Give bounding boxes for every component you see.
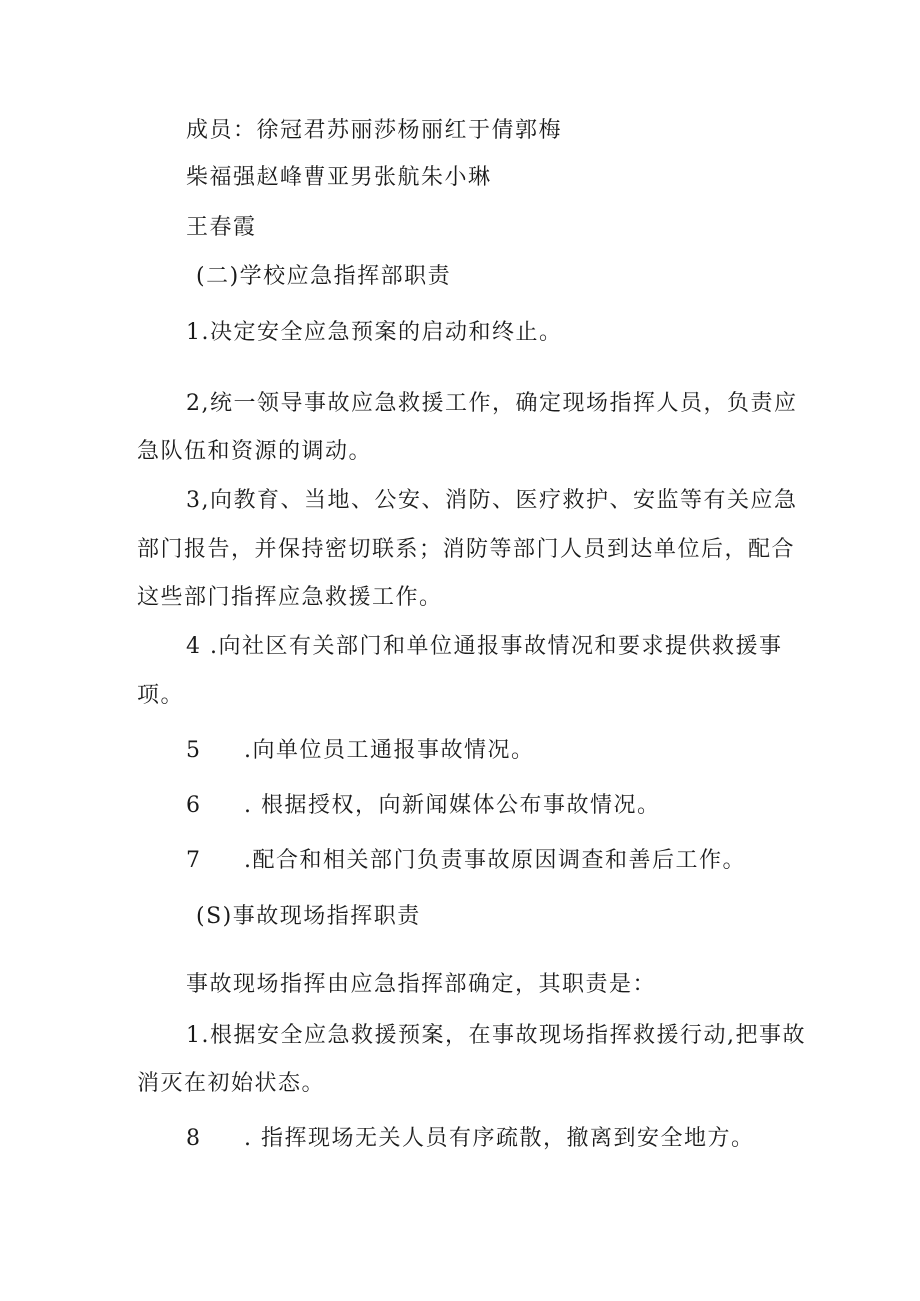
- section2-item-2-line-2: 急队伍和资源的调动。: [137, 439, 373, 464]
- section2-item-4-line-2: 项。: [137, 683, 185, 708]
- item-8-text: . 指挥现场无关人员有序疏散，撤离到安全地方。: [244, 1126, 755, 1151]
- section2-heading: (二)学校应急指挥部职责: [196, 264, 452, 289]
- item-5-number: 5: [186, 738, 202, 763]
- item-6-number: 6: [186, 793, 202, 818]
- item-6-text: . 根据授权，向新闻媒体公布事故情况。: [244, 793, 661, 818]
- members-line-3: 王春霞: [186, 215, 257, 240]
- section3-item-8: [186, 1124, 755, 1154]
- section2-item-3-line-3: 这些部门指挥应急救援工作。: [137, 585, 443, 610]
- item-7-text: .配合和相关部门负责事故原因调查和善后工作。: [244, 848, 746, 873]
- item-5-text: .向单位员工通报事故情况。: [244, 738, 535, 763]
- section2-item-2-line-1: 2,统一领导事故应急救援工作，确定现场指挥人员，负责应: [186, 391, 798, 416]
- section3-intro: 事故现场指挥由应急指挥部确定，其职责是：: [186, 972, 657, 997]
- section3-heading: (S)事故现场指挥职责: [196, 904, 421, 929]
- members-line-1: 成员：徐冠君苏丽莎杨丽红于倩郭梅: [186, 118, 563, 143]
- item-8-number: 8: [186, 1126, 202, 1151]
- section2-item-4-line-1: 4 .向社区有关部门和单位通报事故情况和要求提供救援事: [186, 634, 783, 659]
- item-7-number: 7: [186, 848, 202, 873]
- section2-item-7: [186, 846, 746, 876]
- section2-item-6: [186, 791, 661, 821]
- section2-item-3-line-1: 3,向教育、当地、公安、消防、医疗救护、安监等有关应急: [186, 488, 798, 513]
- section2-item-3-line-2: 部门报告，并保持密切联系；消防等部门人员到达单位后，配合: [137, 537, 796, 562]
- section2-item-5: [186, 736, 535, 766]
- members-line-2: 柴福强赵峰曹亚男张航朱小琳: [186, 165, 492, 190]
- section3-item-1-line-2: 消灭在初始状态。: [137, 1071, 326, 1096]
- section2-item-1: 1.决定安全应急预案的启动和终止。: [186, 320, 563, 345]
- section3-item-1-line-1: 1.根据安全应急救援预案，在事故现场指挥救援行动,把事故: [186, 1023, 806, 1048]
